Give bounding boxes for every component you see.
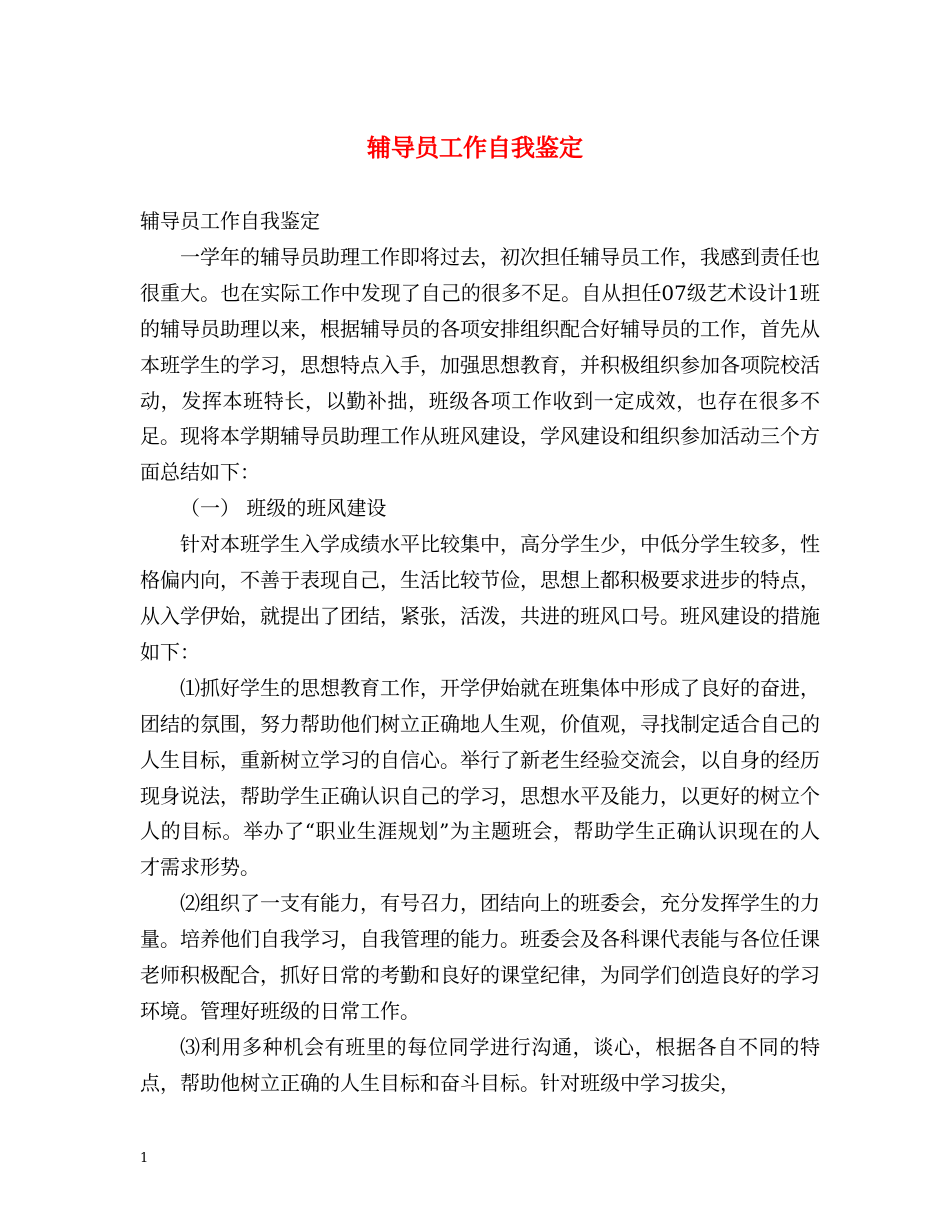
measure-paragraph-2: ⑵组织了一支有能力，有号召力，团结向上的班委会，充分发挥学生的力量。培养他们自我学习，自我管理的能力。班委会及各科课代表能与各位任课老师积极配合，抓好日常的考勤和良好的课堂纪律，为同学们创造良好的学习环境。管理好班级的日常工作。 xyxy=(140,891,820,1023)
measure-paragraph-3: ⑶利用多种机会有班里的每位同学进行沟通，谈心，根据各自不同的特点，帮助他树立正确的人生目标和奋斗目标。针对班级中学习拔尖， xyxy=(140,1034,820,1095)
subtitle-paragraph: 辅导员工作自我鉴定 xyxy=(140,209,320,233)
document-title: 辅导员工作自我鉴定 xyxy=(367,133,583,162)
page-number: 1 xyxy=(140,1151,149,1166)
document-body xyxy=(140,204,820,1102)
section-paragraph: 针对本班学生入学成绩水平比较集中，高分学生少，中低分学生较多，性格偏内向，不善于表现自己，生活比较节俭，思想上都积极要求进步的特点，从入学伊始，就提出了团结，紧张，活泼，共进的班风口号。班风建设的措施如下： xyxy=(140,532,820,664)
measure-paragraph-1: ⑴抓好学生的思想教育工作，开学伊始就在班集体中形成了良好的奋进，团结的氛围，努力帮助他们树立正确地人生观，价值观，寻找制定适合自己的人生目标，重新树立学习的自信心。举行了新老生经验交流会，以自身的经历现身说法，帮助学生正确认识自己的学习，思想水平及能力，以更好的树立个人的目标。举办了“职业生涯规划”为主题班会，帮助学生正确认识现在的人才需求形势。 xyxy=(140,675,820,880)
intro-paragraph: 一学年的辅导员助理工作即将过去，初次担任辅导员工作，我感到责任也很重大。也在实际工作中发现了自己的很多不足。自从担任07级艺术设计1班的辅导员助理以来，根据辅导员的各项安排组织配合好辅导员的工作，首先从本班学生的学习，思想特点入手，加强思想教育，并积极组织参加各项院校活动，发挥本班特长，以勤补拙，班级各项工作收到一定成效，也存在很多不足。现将本学期辅导员助理工作从班风建设，学风建设和组织参加活动三个方面总结如下： xyxy=(140,244,820,485)
section-heading: （一） 班级的班风建设 xyxy=(180,496,387,521)
